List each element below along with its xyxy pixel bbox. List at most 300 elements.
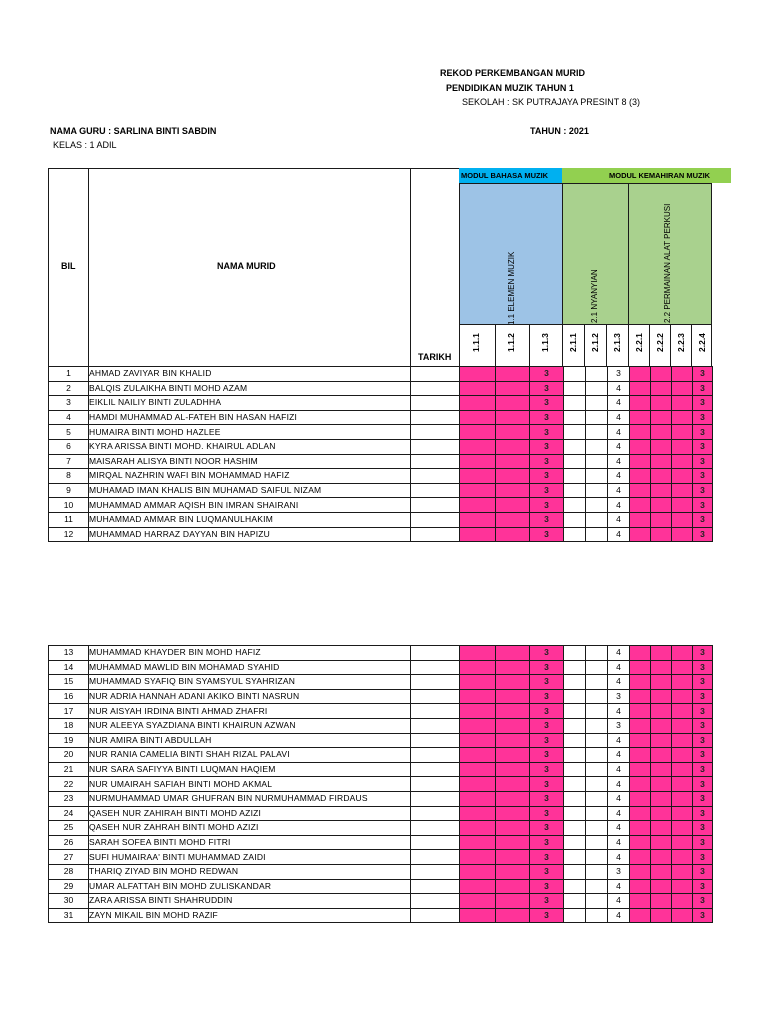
score-cell (630, 512, 651, 527)
score-cell (672, 469, 693, 484)
score-cell (564, 806, 586, 821)
score-cell (460, 439, 496, 454)
score-224-cell: 3 (693, 454, 713, 469)
score-cell (564, 675, 586, 690)
tarikh-cell (411, 689, 460, 704)
score-cell (460, 718, 496, 733)
score-cell (586, 454, 608, 469)
score-cell (564, 527, 586, 542)
bil-cell: 19 (49, 733, 89, 748)
score-cell (586, 367, 608, 382)
score-113-cell: 3 (530, 689, 564, 704)
tarikh-cell (411, 733, 460, 748)
score-cell (672, 483, 693, 498)
score-cell (586, 718, 608, 733)
name-cell: QASEH NUR ZAHRAH BINTI MOHD AZIZI (89, 821, 411, 836)
name-cell: SUFI HUMAIRAA' BINTI MUHAMMAD ZAIDI (89, 850, 411, 865)
score-cell (564, 660, 586, 675)
score-cell (630, 894, 651, 909)
bil-cell: 4 (49, 410, 89, 425)
score-cell (630, 483, 651, 498)
score-cell (564, 425, 586, 440)
score-224-cell: 3 (693, 850, 713, 865)
score-224-cell: 3 (693, 381, 713, 396)
score-cell (564, 908, 586, 923)
score-cell (460, 396, 496, 411)
score-cell (672, 850, 693, 865)
score-213-cell: 4 (608, 748, 630, 763)
score-cell (586, 748, 608, 763)
tarikh-cell (411, 821, 460, 836)
score-113-cell: 3 (530, 367, 564, 382)
score-cell (672, 381, 693, 396)
score-224-cell: 3 (693, 821, 713, 836)
score-cell (496, 718, 530, 733)
score-cell (651, 675, 672, 690)
tarikh-cell (411, 483, 460, 498)
score-cell (460, 806, 496, 821)
name-cell: MUHAMMAD HARRAZ DAYYAN BIN HAPIZU (89, 527, 411, 542)
score-cell (651, 850, 672, 865)
bil-cell: 11 (49, 512, 89, 527)
score-224-cell: 3 (693, 396, 713, 411)
name-cell: BALQIS ZULAIKHA BINTI MOHD AZAM (89, 381, 411, 396)
score-cell (460, 864, 496, 879)
code-cell (495, 324, 530, 367)
score-cell (630, 469, 651, 484)
score-cell (564, 498, 586, 513)
name-cell: NUR AISYAH IRDINA BINTI AHMAD ZHAFRI (89, 704, 411, 719)
name-cell: UMAR ALFATTAH BIN MOHD ZULISKANDAR (89, 879, 411, 894)
score-cell (672, 660, 693, 675)
score-cell (586, 675, 608, 690)
score-113-cell: 3 (530, 381, 564, 396)
score-cell (496, 835, 530, 850)
score-cell (586, 733, 608, 748)
code-label: 2.2.3 (676, 333, 686, 352)
score-113-cell: 3 (530, 675, 564, 690)
score-cell (496, 777, 530, 792)
score-113-cell: 3 (530, 791, 564, 806)
report-title: REKOD PERKEMBANGAN MURID (440, 68, 586, 78)
report-subtitle: PENDIDIKAN MUZIK TAHUN 1 (446, 83, 574, 93)
bil-cell: 29 (49, 879, 89, 894)
score-224-cell: 3 (693, 791, 713, 806)
score-213-cell: 4 (608, 675, 630, 690)
score-cell (496, 396, 530, 411)
score-224-cell: 3 (693, 835, 713, 850)
score-cell (564, 835, 586, 850)
score-cell (460, 454, 496, 469)
score-213-cell: 4 (608, 879, 630, 894)
score-cell (651, 396, 672, 411)
score-cell (586, 821, 608, 836)
class-label: KELAS : 1 ADIL (53, 140, 117, 150)
bil-cell: 22 (49, 777, 89, 792)
bil-cell: 27 (49, 850, 89, 865)
score-cell (651, 806, 672, 821)
score-cell (672, 367, 693, 382)
score-224-cell: 3 (693, 777, 713, 792)
code-cell (529, 324, 563, 367)
score-cell (586, 425, 608, 440)
score-cell (586, 864, 608, 879)
code-label: 2.1.2 (590, 333, 600, 352)
score-cell (460, 512, 496, 527)
table-row (49, 908, 713, 923)
module-bahasa-label: MODUL BAHASA MUZIK (461, 171, 549, 180)
score-cell (586, 791, 608, 806)
code-cell (606, 324, 629, 367)
score-cell (672, 527, 693, 542)
score-213-cell: 4 (608, 835, 630, 850)
score-cell (630, 498, 651, 513)
score-cell (460, 689, 496, 704)
score-cell (651, 762, 672, 777)
score-113-cell: 3 (530, 894, 564, 909)
score-224-cell: 3 (693, 410, 713, 425)
name-cell: MIRQAL NAZHRIN WAFI BIN MOHAMMAD HAFIZ (89, 469, 411, 484)
tarikh-cell (411, 469, 460, 484)
score-213-cell: 4 (608, 660, 630, 675)
score-cell (672, 821, 693, 836)
name-cell: THARIQ ZIYAD BIN MOHD REDWAN (89, 864, 411, 879)
tarikh-cell (411, 675, 460, 690)
score-cell (630, 733, 651, 748)
score-213-cell: 4 (608, 483, 630, 498)
table-row (49, 821, 713, 836)
score-113-cell: 3 (530, 806, 564, 821)
score-cell (630, 527, 651, 542)
score-cell (630, 864, 651, 879)
score-cell (672, 646, 693, 661)
score-cell (630, 381, 651, 396)
score-213-cell: 4 (608, 498, 630, 513)
score-cell (496, 864, 530, 879)
score-cell (651, 439, 672, 454)
score-cell (460, 762, 496, 777)
name-cell: MUHAMAD IMAN KHALIS BIN MUHAMAD SAIFUL NIZAM (89, 483, 411, 498)
tarikh-cell (411, 512, 460, 527)
score-224-cell: 3 (693, 864, 713, 879)
score-cell (496, 675, 530, 690)
table-row (49, 454, 713, 469)
code-label: 2.1.1 (568, 333, 578, 352)
score-cell (651, 791, 672, 806)
tarikh-cell (411, 381, 460, 396)
score-213-cell: 4 (608, 704, 630, 719)
score-213-cell: 4 (608, 646, 630, 661)
score-cell (630, 425, 651, 440)
code-cell (459, 324, 496, 367)
score-213-cell: 3 (608, 689, 630, 704)
score-cell (651, 483, 672, 498)
tarikh-cell (411, 777, 460, 792)
score-113-cell: 3 (530, 864, 564, 879)
score-cell (586, 762, 608, 777)
score-cell (672, 748, 693, 763)
score-cell (630, 660, 651, 675)
score-cell (651, 367, 672, 382)
score-cell (460, 908, 496, 923)
score-113-cell: 3 (530, 821, 564, 836)
score-213-cell: 4 (608, 908, 630, 923)
table-row (49, 806, 713, 821)
table-row (49, 850, 713, 865)
score-213-cell: 4 (608, 439, 630, 454)
table-row (49, 704, 713, 719)
score-224-cell: 3 (693, 762, 713, 777)
score-cell (586, 498, 608, 513)
score-cell (586, 704, 608, 719)
score-cell (630, 718, 651, 733)
table-row (49, 864, 713, 879)
score-cell (651, 410, 672, 425)
score-cell (630, 806, 651, 821)
score-cell (651, 894, 672, 909)
table-row (49, 498, 713, 513)
tarikh-cell (411, 527, 460, 542)
code-label: 1.1.1 (471, 333, 481, 352)
score-cell (564, 512, 586, 527)
score-cell (564, 821, 586, 836)
score-213-cell: 4 (608, 733, 630, 748)
score-cell (496, 410, 530, 425)
score-224-cell: 3 (693, 425, 713, 440)
score-cell (564, 748, 586, 763)
score-cell (496, 850, 530, 865)
code-label: 2.2.4 (697, 333, 707, 352)
tarikh-cell (411, 894, 460, 909)
name-cell: SARAH SOFEA BINTI MOHD FITRI (89, 835, 411, 850)
score-cell (651, 527, 672, 542)
score-cell (496, 762, 530, 777)
score-cell (651, 704, 672, 719)
score-cell (460, 748, 496, 763)
score-cell (586, 908, 608, 923)
tarikh-cell (411, 864, 460, 879)
score-cell (460, 367, 496, 382)
score-cell (496, 439, 530, 454)
bil-cell: 24 (49, 806, 89, 821)
bil-cell: 2 (49, 381, 89, 396)
score-cell (564, 864, 586, 879)
score-cell (496, 498, 530, 513)
score-cell (564, 439, 586, 454)
score-213-cell: 4 (608, 777, 630, 792)
bil-cell: 17 (49, 704, 89, 719)
code-cell (670, 324, 692, 367)
table-row (49, 762, 713, 777)
score-113-cell: 3 (530, 498, 564, 513)
bil-cell: 15 (49, 675, 89, 690)
score-cell (651, 718, 672, 733)
score-cell (496, 646, 530, 661)
bil-header: BIL (61, 261, 76, 271)
score-cell (496, 791, 530, 806)
score-213-cell: 3 (608, 718, 630, 733)
score-cell (564, 777, 586, 792)
score-224-cell: 3 (693, 483, 713, 498)
name-cell: KYRA ARISSA BINTI MOHD. KHAIRUL ADLAN (89, 439, 411, 454)
score-113-cell: 3 (530, 908, 564, 923)
score-cell (564, 762, 586, 777)
student-table-1 (48, 366, 713, 542)
tarikh-cell (411, 498, 460, 513)
table-row (49, 646, 713, 661)
tarikh-cell (411, 908, 460, 923)
tarikh-cell (411, 704, 460, 719)
score-cell (586, 439, 608, 454)
score-113-cell: 3 (530, 879, 564, 894)
name-cell: HAMDI MUHAMMAD AL-FATEH BIN HASAN HAFIZI (89, 410, 411, 425)
score-cell (460, 381, 496, 396)
score-cell (496, 821, 530, 836)
score-cell (496, 483, 530, 498)
score-224-cell: 3 (693, 733, 713, 748)
tarikh-cell (411, 425, 460, 440)
score-cell (672, 806, 693, 821)
score-cell (651, 425, 672, 440)
module-bahasa-bar (459, 168, 562, 183)
tarikh-header-cell (410, 168, 460, 367)
score-113-cell: 3 (530, 733, 564, 748)
score-cell (564, 704, 586, 719)
code-cell (562, 324, 585, 367)
score-cell (496, 454, 530, 469)
score-cell (630, 704, 651, 719)
bil-cell: 14 (49, 660, 89, 675)
table-row (49, 512, 713, 527)
score-cell (496, 660, 530, 675)
table-row (49, 527, 713, 542)
score-113-cell: 3 (530, 762, 564, 777)
sub-elemen-muzik: 1.1 ELEMEN MUZIK (507, 251, 516, 325)
score-113-cell: 3 (530, 835, 564, 850)
score-cell (496, 748, 530, 763)
score-213-cell: 4 (608, 410, 630, 425)
score-cell (586, 527, 608, 542)
score-113-cell: 3 (530, 777, 564, 792)
name-cell: MUHAMMAD KHAYDER BIN MOHD HAFIZ (89, 646, 411, 661)
score-cell (651, 879, 672, 894)
score-113-cell: 3 (530, 410, 564, 425)
name-cell: NURMUHAMMAD UMAR GHUFRAN BIN NURMUHAMMAD FIRDAUS (89, 791, 411, 806)
code-label: 1.1.2 (506, 333, 516, 352)
bil-cell: 10 (49, 498, 89, 513)
score-224-cell: 3 (693, 527, 713, 542)
bil-cell: 25 (49, 821, 89, 836)
score-cell (651, 381, 672, 396)
score-cell (460, 791, 496, 806)
score-cell (672, 439, 693, 454)
score-cell (496, 689, 530, 704)
score-cell (672, 908, 693, 923)
score-cell (586, 660, 608, 675)
score-cell (651, 821, 672, 836)
table-row (49, 835, 713, 850)
score-224-cell: 3 (693, 806, 713, 821)
name-cell: AHMAD ZAVIYAR BIN KHALID (89, 367, 411, 382)
score-cell (586, 410, 608, 425)
score-cell (460, 483, 496, 498)
score-cell (630, 777, 651, 792)
score-cell (630, 879, 651, 894)
score-cell (564, 367, 586, 382)
bil-cell: 9 (49, 483, 89, 498)
code-cell (649, 324, 671, 367)
score-213-cell: 3 (608, 864, 630, 879)
score-cell (496, 908, 530, 923)
bil-cell: 21 (49, 762, 89, 777)
score-113-cell: 3 (530, 396, 564, 411)
score-cell (586, 879, 608, 894)
table-row (49, 777, 713, 792)
score-cell (630, 908, 651, 923)
score-cell (496, 381, 530, 396)
tarikh-cell (411, 367, 460, 382)
score-cell (496, 806, 530, 821)
score-113-cell: 3 (530, 469, 564, 484)
name-cell: HUMAIRA BINTI MOHD HAZLEE (89, 425, 411, 440)
score-cell (651, 689, 672, 704)
score-cell (564, 381, 586, 396)
score-cell (672, 396, 693, 411)
score-cell (630, 821, 651, 836)
name-cell: NUR RANIA CAMELIA BINTI SHAH RIZAL PALAVI (89, 748, 411, 763)
score-224-cell: 3 (693, 704, 713, 719)
score-213-cell: 4 (608, 527, 630, 542)
score-cell (672, 498, 693, 513)
score-cell (672, 454, 693, 469)
table-row (49, 689, 713, 704)
score-cell (460, 425, 496, 440)
score-cell (496, 469, 530, 484)
table-row (49, 381, 713, 396)
score-213-cell: 4 (608, 381, 630, 396)
score-cell (564, 454, 586, 469)
table-row (49, 396, 713, 411)
score-cell (564, 733, 586, 748)
bil-cell: 7 (49, 454, 89, 469)
score-cell (630, 748, 651, 763)
tarikh-header: TARIKH (418, 352, 452, 362)
score-213-cell: 4 (608, 821, 630, 836)
name-cell: NUR SARA SAFIYYA BINTI LUQMAN HAQIEM (89, 762, 411, 777)
score-cell (460, 777, 496, 792)
score-cell (651, 835, 672, 850)
name-cell: QASEH NUR ZAHIRAH BINTI MOHD AZIZI (89, 806, 411, 821)
score-cell (672, 791, 693, 806)
score-224-cell: 3 (693, 908, 713, 923)
score-cell (672, 835, 693, 850)
table-row (49, 425, 713, 440)
score-cell (564, 850, 586, 865)
table-row (49, 718, 713, 733)
score-224-cell: 3 (693, 894, 713, 909)
code-cell (584, 324, 607, 367)
tarikh-cell (411, 791, 460, 806)
tarikh-cell (411, 748, 460, 763)
score-113-cell: 3 (530, 527, 564, 542)
score-cell (564, 718, 586, 733)
table-row (49, 675, 713, 690)
name-cell: MUHAMMAD AMMAR AQISH BIN IMRAN SHAIRANI (89, 498, 411, 513)
score-cell (496, 733, 530, 748)
table-row (49, 660, 713, 675)
bil-cell: 13 (49, 646, 89, 661)
bil-cell: 31 (49, 908, 89, 923)
